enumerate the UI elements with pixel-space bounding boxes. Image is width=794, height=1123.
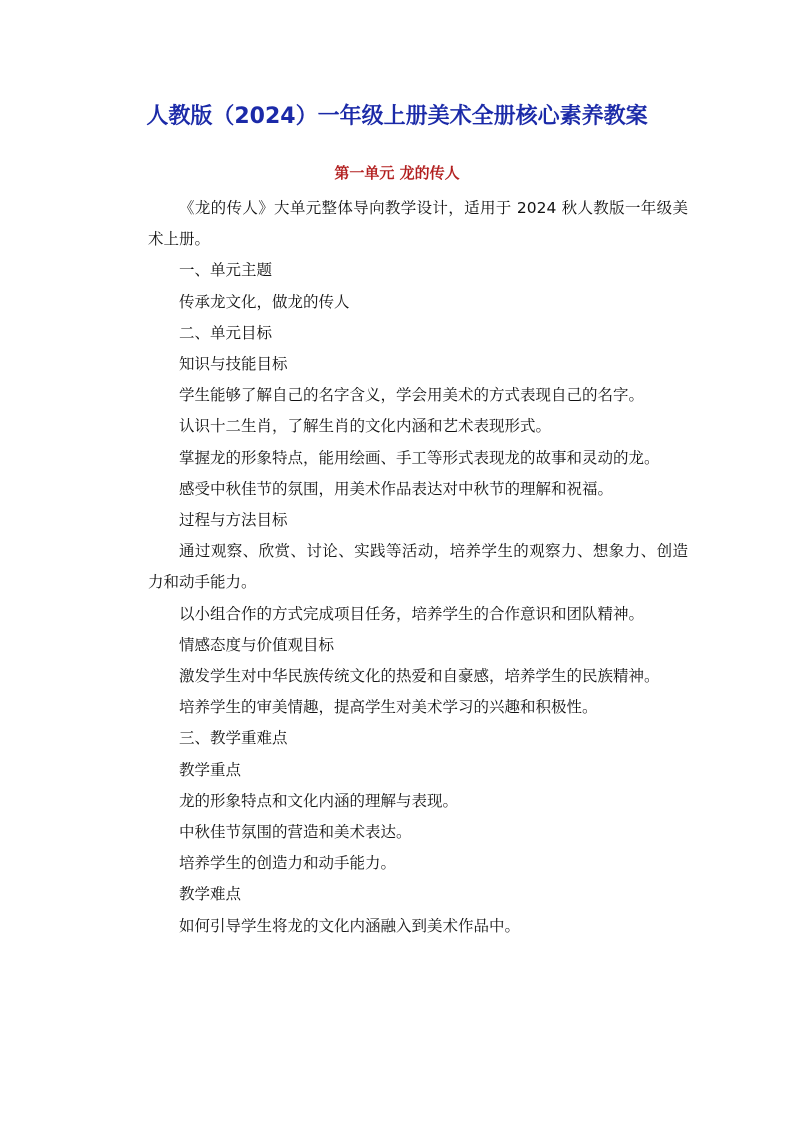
- unit-title: 第一单元 龙的传人: [334, 164, 460, 182]
- paragraph-key-creativity: 培养学生的创造力和动手能力。: [179, 854, 397, 873]
- heading-unit-theme: 一、单元主题: [179, 261, 273, 280]
- subheading-knowledge-skills: 知识与技能目标: [179, 355, 288, 374]
- paragraph-emotion-aesthetic: 培养学生的审美情趣，提高学生对美术学习的兴趣和积极性。: [179, 698, 598, 717]
- paragraph-key-dragon: 龙的形象特点和文化内涵的理解与表现。: [179, 791, 459, 810]
- paragraph-key-mid-autumn: 中秋佳节氛围的营造和美术表达。: [179, 823, 412, 842]
- paragraph-goal-name: 学生能够了解自己的名字含义，学会用美术的方式表现自己的名字。: [179, 386, 645, 405]
- paragraph-goal-zodiac: 认识十二生肖，了解生肖的文化内涵和艺术表现形式。: [179, 417, 552, 436]
- document-title: 人教版（2024）一年级上册美术全册核心素养教案: [146, 104, 648, 129]
- heading-unit-goals: 二、单元目标: [179, 323, 273, 342]
- subheading-process-methods: 过程与方法目标: [179, 511, 288, 530]
- subheading-emotion-values: 情感态度与价值观目标: [179, 635, 335, 654]
- heading-key-difficult-points: 三、教学重难点: [179, 729, 288, 748]
- paragraph-process-activities: 通过观察、欣赏、讨论、实践等活动，培养学生的观察力、想象力、创造力和动手能力。: [148, 542, 688, 592]
- paragraph-process-teamwork: 以小组合作的方式完成项目任务，培养学生的合作意识和团队精神。: [179, 604, 645, 623]
- paragraph-emotion-culture: 激发学生对中华民族传统文化的热爱和自豪感，培养学生的民族精神。: [179, 667, 660, 686]
- paragraph-goal-mid-autumn: 感受中秋佳节的氛围，用美术作品表达对中秋节的理解和祝福。: [179, 479, 614, 498]
- subheading-difficult-points: 教学难点: [179, 885, 242, 904]
- paragraph-difficult-dragon: 如何引导学生将龙的文化内涵融入到美术作品中。: [179, 916, 521, 935]
- paragraph-theme: 传承龙文化，做龙的传人: [179, 292, 350, 311]
- paragraph-goal-dragon: 掌握龙的形象特点，能用绘画、手工等形式表现龙的故事和灵动的龙。: [179, 448, 660, 467]
- subheading-key-points: 教学重点: [179, 760, 242, 779]
- document-body: [148, 193, 688, 942]
- paragraph-intro: 《龙的传人》大单元整体导向教学设计，适用于 2024 秋人教版一年级美术上册。: [148, 199, 688, 249]
